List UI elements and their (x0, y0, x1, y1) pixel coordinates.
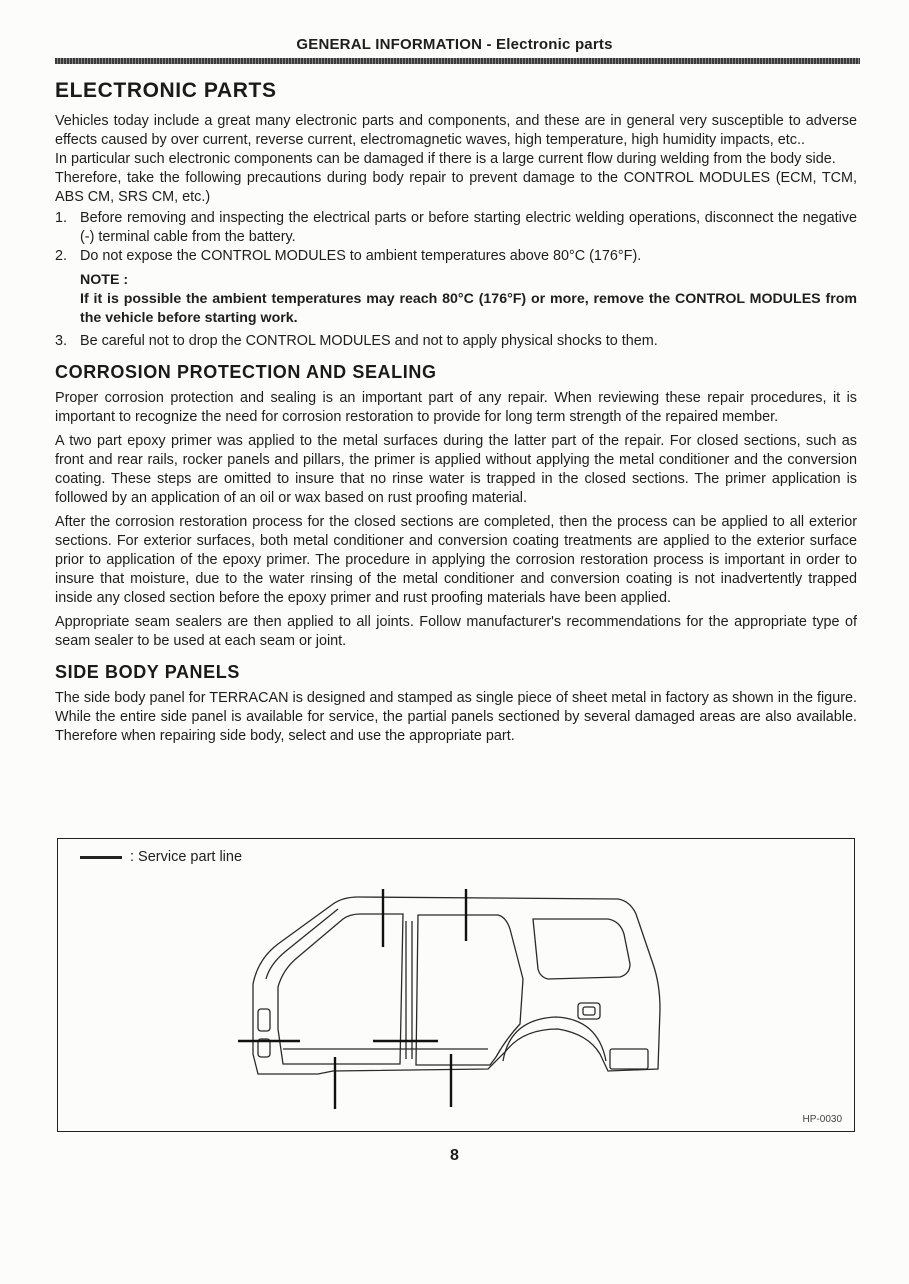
header-rule (55, 58, 860, 64)
service-line-swatch (80, 856, 122, 859)
paragraph: After the corrosion restoration process for the closed sections are completed, then the process can be applied to all exterior sections. For exterior surfaces, both metal conditioner and conversion coating treatments are applied to the exterior surface prior to application of the epoxy primer. The procedure in applying the corrosion restoration process is important in order to insure that moisture, due to the water rinsing of the metal conditioner and conversion coating is not inadvertently trapped inside any closed section before the epoxy primer and rust proofing materials have been applied. (55, 514, 857, 606)
side-body-figure (57, 838, 855, 1132)
list-number: 3. (55, 333, 68, 349)
page-number: 8 (450, 1147, 459, 1164)
paragraph: Appropriate seam sealers are then applied to all joints. Follow manufacturer's recommendations for the appropriate type of seam sealer to be used at each seam or joint. (55, 614, 857, 649)
paragraph: Vehicles today include a great many electronic parts and components, and these are in general very susceptible to adverse effects caused by over current, reverse current, electromagnetic waves, high temperature, high humidity impacts, etc.. (55, 113, 857, 148)
paragraph: Proper corrosion protection and sealing is an important part of any repair. When reviewing these repair procedures, it is important to recognize the need for corrosion restoration to provide for long term strength of the repaired member. (55, 390, 857, 425)
list-item (55, 247, 857, 266)
paragraph: A two part epoxy primer was applied to the metal surfaces during the latter part of the repair. For closed sections, such as front and rear rails, rocker panels and pillars, the primer is applied without applying the metal conditioner and the conversion coating. These steps are omitted to insure that no rinse water is trapped in the closed sections. The primer application is followed by an application of an oil or wax based on rust proofing material. (55, 433, 857, 506)
list-text: Before removing and inspecting the electrical parts or before starting electric welding operations, disconnect the negative (-) terminal cable from the battery. (80, 210, 857, 245)
heading-electronic-parts: ELECTRONIC PARTS (55, 79, 277, 102)
list-text: Do not expose the CONTROL MODULES to ambient temperatures above 80°C (176°F). (80, 248, 642, 264)
paragraph: Therefore, take the following precautions during body repair to prevent damage to the CONTROL MODULES (ECM, TCM, ABS CM, SRS CM, etc.) (55, 170, 857, 205)
note-label: NOTE : (80, 272, 129, 288)
figure-code: HP-0030 (802, 1114, 842, 1125)
list-item (55, 332, 857, 351)
paragraph: The side body panel for TERRACAN is designed and stamped as single piece of sheet metal in factory as shown in the figure. While the entire side panel is available for service, the partial panels sectioned by several damaged areas are also available. Therefore when repairing side body, select and use the appropriate part. (55, 690, 857, 744)
note-box (80, 271, 857, 328)
precaution-list-continued (55, 332, 857, 351)
running-header: GENERAL INFORMATION - Electronic parts (296, 36, 613, 53)
legend-text: : Service part line (130, 849, 243, 865)
list-number: 2. (55, 248, 68, 264)
list-text: Be careful not to drop the CONTROL MODULES and not to apply physical shocks to them. (80, 333, 658, 349)
figure-legend (80, 849, 242, 865)
heading-side-body: SIDE BODY PANELS (55, 662, 240, 682)
side-body-panel-drawing (238, 879, 698, 1109)
list-item (55, 209, 857, 247)
list-number: 1. (55, 210, 68, 226)
page-content (55, 78, 857, 746)
note-text: If it is possible the ambient temperatures may reach 80°C (176°F) or more, remove the CONTROL MODULES from the vehicle before starting work. (80, 291, 857, 326)
heading-corrosion: CORROSION PROTECTION AND SEALING (55, 362, 437, 382)
paragraph: In particular such electronic components can be damaged if there is a large current flow during welding from the body side. (55, 151, 836, 167)
precaution-list (55, 209, 857, 266)
